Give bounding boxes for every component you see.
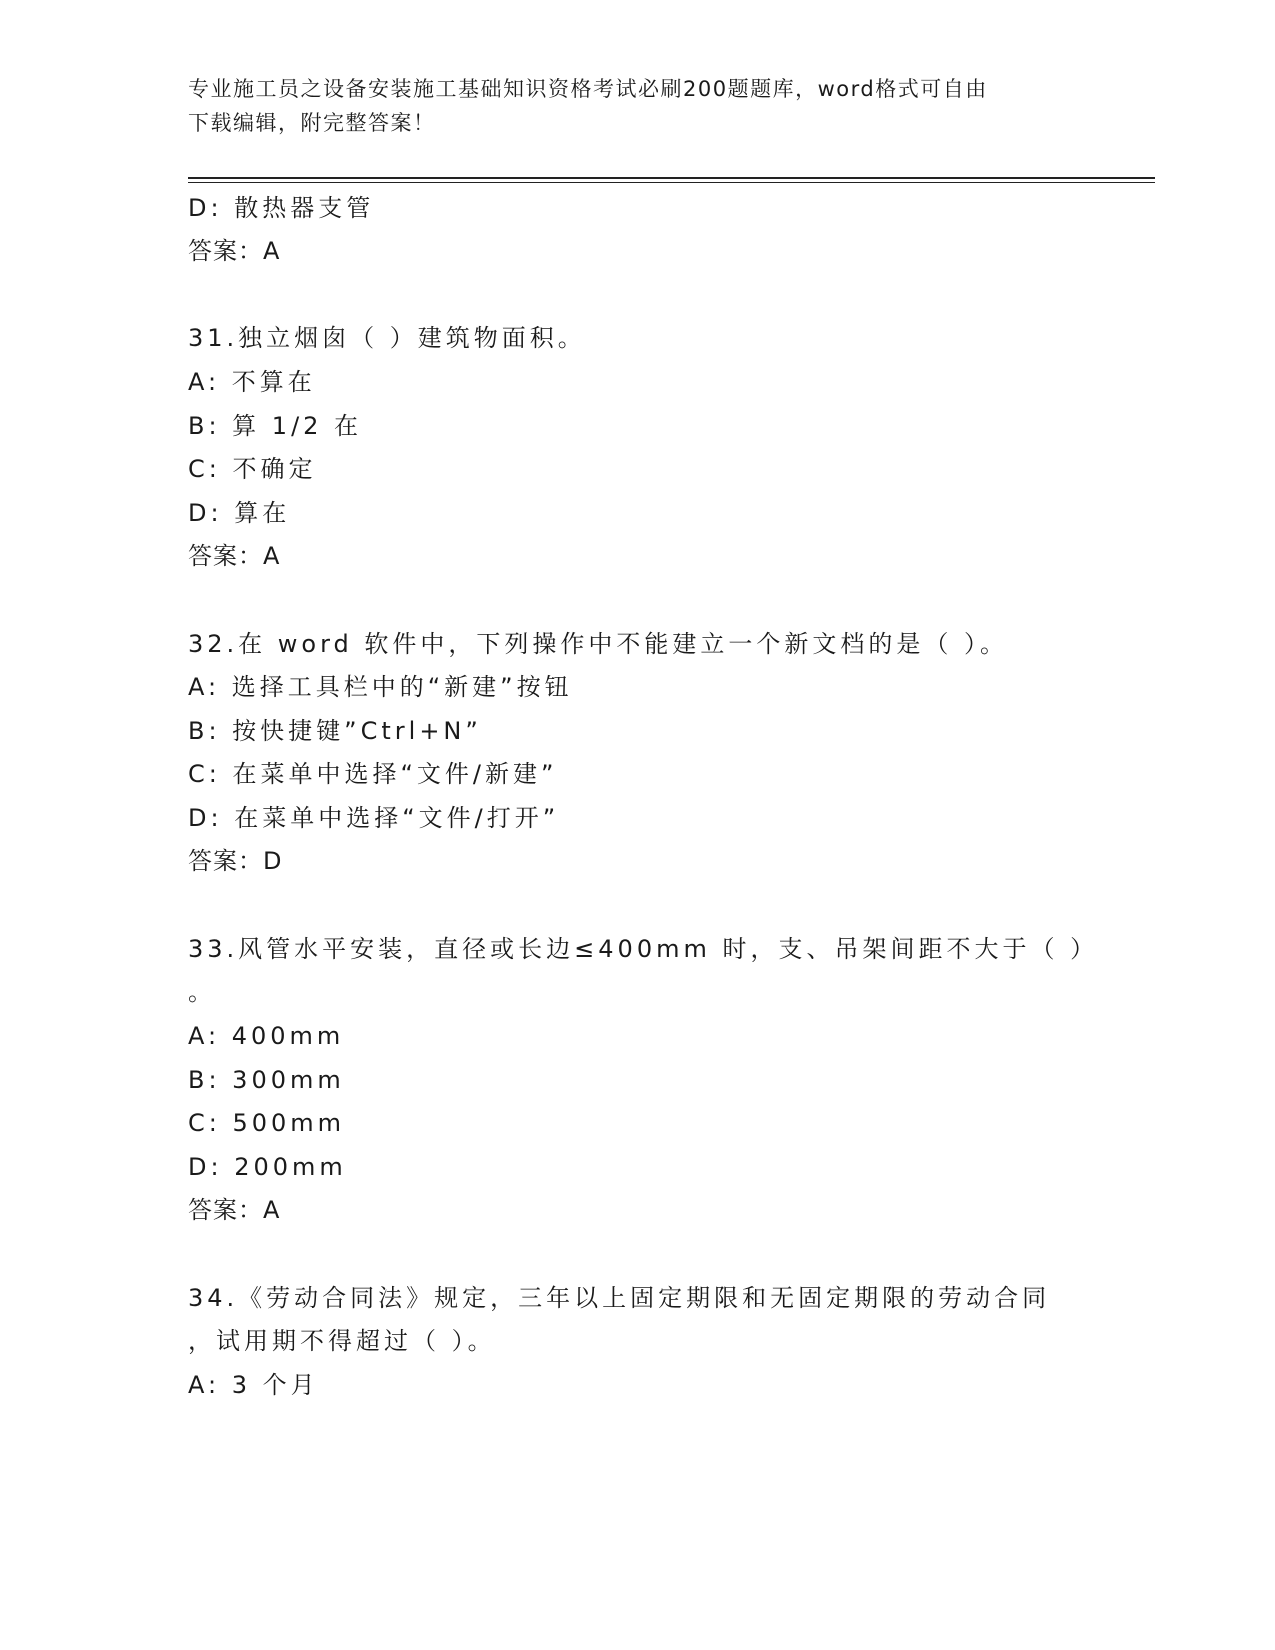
option-line: D: 算在 bbox=[188, 499, 291, 527]
option-line: A: 不算在 bbox=[188, 368, 316, 396]
option-line: A: 3 个月 bbox=[188, 1371, 319, 1399]
option-line: A: 400mm bbox=[188, 1022, 345, 1050]
question-line: 31.独立烟囱（ ）建筑物面积。 bbox=[188, 324, 586, 352]
option-line: C: 不确定 bbox=[188, 455, 317, 483]
question-line: 33.风管水平安装，直径或长边≤400mm 时，支、吊架间距不大于（ ） bbox=[188, 935, 1099, 963]
option-line: D: 在菜单中选择“文件/打开” bbox=[188, 804, 560, 832]
option-line: D: 200mm bbox=[188, 1153, 347, 1181]
document-header bbox=[188, 72, 1068, 140]
header-line-2: 下载编辑，附完整答案！ bbox=[188, 111, 436, 135]
header-divider-thick bbox=[188, 177, 1155, 179]
question-continuation: ，试用期不得超过（ ）。 bbox=[188, 1327, 496, 1355]
option-line: C: 在菜单中选择“文件/新建” bbox=[188, 760, 558, 788]
option-line: B: 按快捷键”Ctrl+N” bbox=[188, 717, 482, 745]
option-line: C: 500mm bbox=[188, 1109, 346, 1137]
answer-line: 答案：A bbox=[188, 237, 281, 265]
option-line: B: 300mm bbox=[188, 1066, 345, 1094]
question-line: 32.在 word 软件中，下列操作中不能建立一个新文档的是（ ）。 bbox=[188, 630, 1009, 658]
question-line: 34.《劳动合同法》规定，三年以上固定期限和无固定期限的劳动合同 bbox=[188, 1284, 1051, 1312]
option-line: A: 选择工具栏中的“新建”按钮 bbox=[188, 673, 573, 701]
option-line: B: 算 1/2 在 bbox=[188, 412, 363, 440]
answer-line: 答案：D bbox=[188, 847, 283, 875]
answer-line: 答案：A bbox=[188, 1196, 281, 1224]
header-divider-thin bbox=[188, 182, 1155, 183]
header-line-1: 专业施工员之设备安装施工基础知识资格考试必刷200题题库，word格式可自由 bbox=[188, 77, 988, 101]
option-line: D: 散热器支管 bbox=[188, 194, 375, 222]
answer-line: 答案：A bbox=[188, 542, 281, 570]
question-continuation: 。 bbox=[188, 978, 216, 1006]
